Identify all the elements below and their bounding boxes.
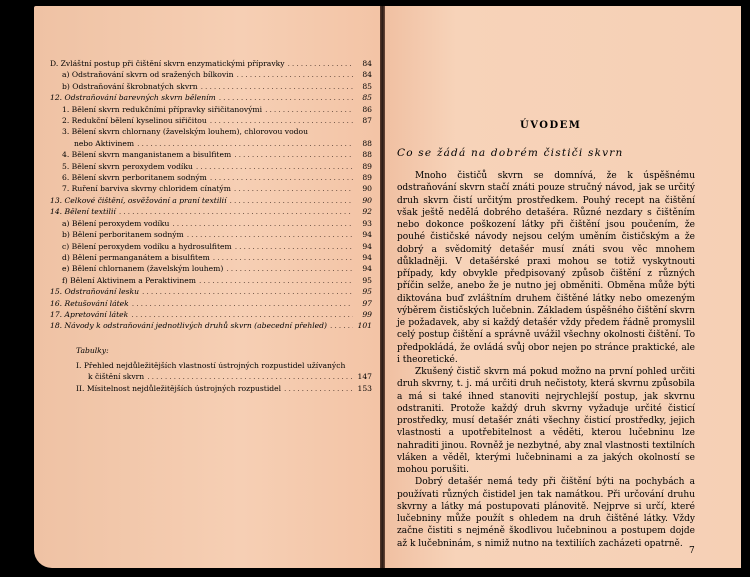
toc-entry-text: e) Bělení chlornanem (žavelským louhem)	[62, 264, 224, 274]
dot-leader	[265, 104, 353, 115]
toc-page-number: 84	[362, 70, 372, 80]
toc-page-number: 147	[357, 372, 372, 382]
toc-entry-text: a) Odstraňování skvrn od sražených bílkovin	[62, 70, 234, 80]
toc-entry-text: 18. Návody k odstraňování jednotlivých druhů skvrn (abecední přehled)	[50, 321, 327, 331]
toc-page-number: 88	[362, 138, 372, 148]
dot-leader	[219, 92, 353, 103]
toc-page-number: 90	[362, 184, 372, 194]
toc-entry	[50, 126, 372, 149]
toc-entry	[50, 206, 372, 217]
dot-leader	[230, 195, 353, 206]
toc-entry	[50, 275, 372, 286]
toc-page-number: 92	[362, 207, 372, 217]
tables-heading: Tabulky:	[76, 346, 109, 355]
toc-entry	[50, 149, 372, 160]
dot-leader	[119, 206, 353, 217]
toc-page-number: 88	[362, 150, 372, 160]
section-subheading: Co se žádá na dobrém čističi skvrn	[397, 147, 624, 159]
toc-entry-text: b) Odstraňování škrobnatých skvrn	[62, 81, 198, 91]
toc-page-number: 86	[362, 104, 372, 114]
toc-page-number: 87	[362, 116, 372, 126]
toc-entry-text: I. Přehled nejdůležitějších vlastností ústrojných rozpustidel užívaných	[76, 361, 346, 370]
toc-page-number: 153	[357, 383, 372, 393]
toc-entry-text-continued: k čištění skvrn	[88, 372, 145, 382]
toc-entry-text: 13. Celkové čištění, osvěžování a praní textilií	[50, 195, 227, 205]
dot-leader	[288, 58, 353, 69]
toc-entry	[50, 81, 372, 92]
toc-entry	[50, 172, 372, 183]
toc-entry	[50, 161, 372, 172]
toc-entry-text: D. Zvláštní postup při čištění skvrn enzymatickými přípravky	[50, 59, 285, 68]
toc-entry	[50, 183, 372, 194]
toc-entry-text: 16. Retušování látek	[50, 298, 129, 308]
toc-entry-text: c) Bělení peroxydem vodíku a hydrosulfitem	[62, 241, 232, 251]
dot-leader	[199, 275, 353, 286]
dot-leader	[196, 161, 353, 172]
toc-page-number: 94	[362, 230, 372, 240]
dot-leader	[210, 115, 353, 126]
toc-entry-text: 5. Bělení skvrn peroxydem vodíku	[62, 161, 193, 171]
toc-page-number: 99	[362, 309, 372, 319]
toc-page-number: 85	[362, 93, 372, 103]
dot-leader	[137, 138, 353, 149]
toc-entry-text: 3. Bělení skvrn chlornany (žavelským louhem), chlorovou vodou	[62, 127, 308, 137]
dot-leader	[234, 149, 353, 160]
table-list-entry	[76, 383, 372, 394]
toc-entry	[50, 320, 372, 331]
table-list-entry	[76, 360, 372, 383]
dot-leader	[187, 229, 353, 240]
dot-leader	[201, 81, 353, 92]
toc-entry-text: 12. Odstraňování barevných skvrn bělením	[50, 93, 216, 103]
dot-leader	[330, 320, 353, 331]
dot-leader	[284, 383, 353, 394]
page-number: 7	[689, 546, 695, 556]
dot-leader	[226, 263, 353, 274]
chapter-heading: ÚVODEM	[520, 120, 582, 131]
toc-page-number: 95	[362, 275, 372, 285]
paragraph: Dobrý detašér nemá tedy při čištění býti na pochybách a používati různých čistidel jen tak namátkou. Při určování druhu skvrny a látky má postupovati plánovitě. Nejprve si určí, které lučebniny může použít s ohledem na druh čištěné látky. Vždy začne čistiti s nejméně škodlivou lučebninou a postupem dojde až k lučebninám, s nimiž nutno na textiliích zacházeti opatrně.	[397, 477, 695, 549]
toc-page-number: 89	[362, 161, 372, 171]
toc-page-number: 90	[362, 195, 372, 205]
dot-leader	[213, 252, 353, 263]
dot-leader	[142, 286, 353, 297]
toc-entry	[50, 69, 372, 80]
toc-entry-text: a) Bělení peroxydem vodíku	[62, 218, 170, 228]
dot-leader	[131, 309, 353, 320]
toc-entry	[50, 218, 372, 229]
toc-entry	[50, 115, 372, 126]
body-text	[397, 170, 695, 550]
dot-leader	[147, 371, 353, 382]
toc-entry-text: 17. Apretování látek	[50, 309, 129, 319]
table-of-contents	[50, 58, 372, 332]
toc-entry	[50, 92, 372, 103]
dot-leader	[132, 298, 353, 309]
toc-entry	[50, 252, 372, 263]
dot-leader	[236, 69, 353, 80]
paragraph: Zkušený čistič skvrn má pokud možno na první pohled určiti druh skvrny, t. j. má určiti druh nečistoty, která skvrnu způsobila a má si také ihned stanoviti nejrychlejší postup, jak skvrnu odstraniti. Protože každý druh skvrny vyžaduje určité čisticí prostředky, musí detašér znáti všechny čisticí prostředky, jejich vlastnosti a upotřebitelnost a věděti, kterou lučebninu lze nahraditi jinou. Rovněž je nezbytné, aby znal vlastnosti textilních vláken a věděl, kterými lučebninami a za jakých okolností se mohou porušiti.	[397, 367, 695, 475]
toc-page-number: 95	[362, 287, 372, 297]
toc-entry	[50, 241, 372, 252]
toc-entry-text: f) Bělení Aktivinem a Peraktivinem	[62, 275, 196, 285]
dot-leader	[235, 241, 353, 252]
dot-leader	[210, 172, 353, 183]
toc-page-number: 93	[362, 218, 372, 228]
toc-entry	[50, 104, 372, 115]
dot-leader	[172, 218, 353, 229]
toc-entry-text: 4. Bělení skvrn manganistanem a bisulfitem	[62, 150, 232, 160]
toc-entry	[50, 309, 372, 320]
toc-entry-text: b) Bělení perboritanem sodným	[62, 230, 184, 240]
toc-entry-text: 14. Bělení textilií	[50, 207, 116, 217]
toc-page-number: 94	[362, 252, 372, 262]
toc-entry-text: 7. Ruření barviva skvrny chloridem cínatým	[62, 184, 231, 194]
toc-entry-text: II. Mísitelnost nejdůležitějších ústrojných rozpustidel	[76, 383, 282, 393]
dot-leader	[234, 183, 353, 194]
toc-page-number: 85	[362, 81, 372, 91]
toc-page-number: 89	[362, 173, 372, 183]
toc-entry	[50, 263, 372, 274]
toc-page-number: 97	[362, 298, 372, 308]
toc-entry-text: d) Bělení permanganátem a bisulfitem	[62, 252, 210, 262]
toc-page-number: 101	[357, 321, 372, 331]
toc-entry-text: 2. Redukční bělení kyselinou siřičitou	[62, 116, 207, 126]
toc-page-number: 94	[362, 264, 372, 274]
toc-page-number: 84	[362, 59, 372, 68]
toc-entry	[50, 286, 372, 297]
toc-page-number: 94	[362, 241, 372, 251]
toc-entry-text: 1. Bělení skvrn redukčními přípravky siřičitanovými	[62, 104, 263, 114]
toc-entry-text: 6. Bělení skvrn perboritanem sodným	[62, 173, 207, 183]
paragraph: Mnoho čističů skvrn se domnívá, že k úspěšnému odstraňování skvrn stačí znáti pouze stručný návod, jak se určitý druh skvrn čistí určitým prostředkem. Pouhý recept na čištění však ještě nedělá dobrého detašéra. Různé nezdary s čištěním nebo dokonce poškození látky při čištění jsou poučením, že pouhé čističské návody nejsou celým uměním čističským a že dobrý a svědomitý detašér musí znáti svou věc mnohem důkladněji. V detašérské praxi mohou se totiž vyskytnouti případy, kdy obvykle předpisovaný způsob čištění z různých příčin selže, anebo že je nutno jej obměniti. Obměna může býti diktována buď zvláštním druhem čištěné látky nebo omezeným výběrem čističských lučebnin. Základem úspěšného čištění skvrn je požadavek, aby si každý detašér vždy předem řádně promyslil celý postup čištění a správně uvážil všechny okolnosti čištění. To předpokládá, že ovládá svůj obor nejen po stránce praktické, ale i theoretické.	[397, 171, 695, 365]
toc-entry-text: 15. Odstraňování lesku	[50, 287, 140, 297]
toc-entry	[50, 229, 372, 240]
toc-entry	[50, 58, 372, 69]
toc-entry	[50, 195, 372, 206]
tables-list	[76, 360, 372, 394]
toc-entry	[50, 298, 372, 309]
toc-entry-text-continued: nebo Aktivinem	[74, 138, 135, 148]
